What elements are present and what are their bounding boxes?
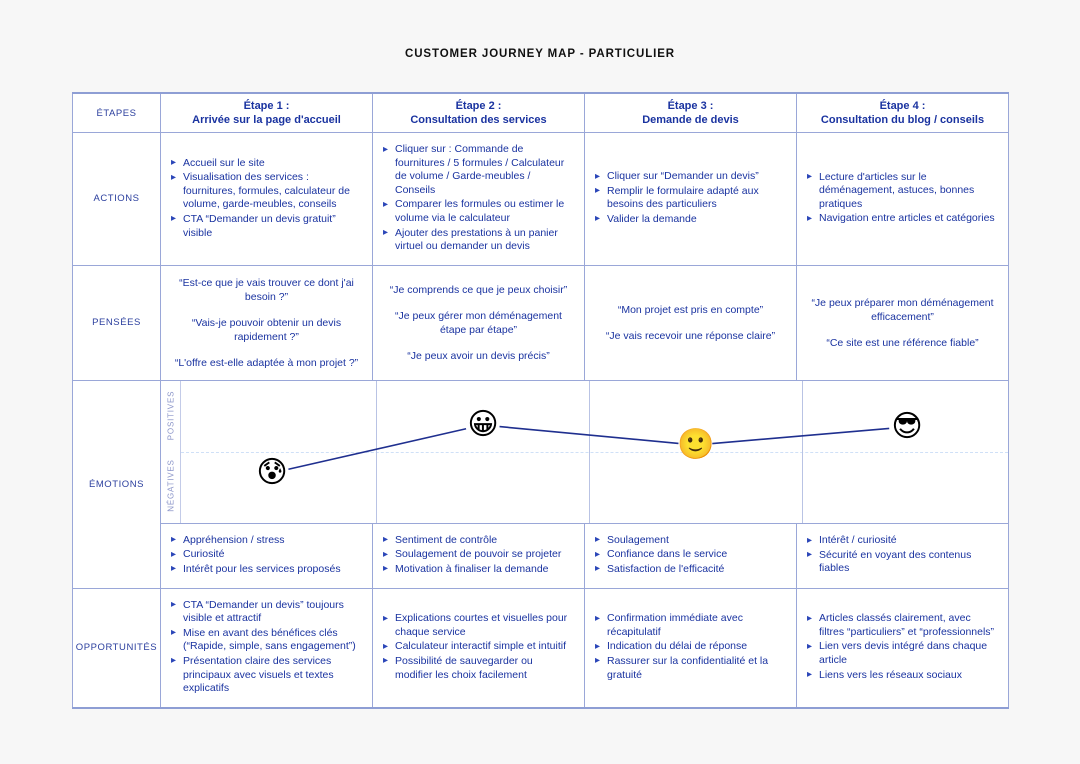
cell-opportunites-step-3: [585, 588, 797, 708]
bullet-list: [373, 524, 584, 588]
list-item: ▸ Calculateur interactif simple et intuitif: [383, 640, 572, 654]
column-header-step-2: [373, 93, 585, 133]
row-label-etapes: ÉTAPES: [73, 93, 161, 133]
bullet-list: [161, 589, 372, 707]
thought-group: [373, 273, 584, 373]
list-item: ▸ Navigation entre articles et catégories: [807, 212, 996, 226]
emotion-curve-line: [161, 381, 1008, 523]
emoji-anxious-face-icon: 😰: [256, 454, 288, 490]
thought-quote: “Ce site est une référence fiable”: [826, 336, 979, 349]
list-item: ▸ Liens vers les réseaux sociaux: [807, 669, 996, 683]
list-item: ▸ Mise en avant des bénéfices clés (“Rapide, simple, sans engagement”): [171, 627, 360, 654]
thought-quote: “Je peux avoir un devis précis”: [407, 349, 550, 362]
column-header-step-3: [585, 93, 797, 133]
thought-quote: “Vais-je pouvoir obtenir un devis rapidement ?”: [191, 316, 342, 343]
thought-quote: “Je vais recevoir une réponse claire”: [605, 329, 776, 342]
bullet-list: [161, 524, 372, 588]
emotion-chart-stage: [161, 381, 1008, 523]
column-header-step-4: [797, 93, 1009, 133]
list-item: ▸ CTA “Demander un devis gratuit” visible: [171, 213, 360, 240]
list-item: ▸ Satisfaction de l'efficacité: [595, 563, 784, 577]
list-item: ▸ Valider la demande: [595, 213, 784, 227]
cell-opportunites-step-1: [161, 588, 373, 708]
table-row-opportunites: [73, 588, 1009, 708]
row-label-pensees: PENSÉES: [73, 265, 161, 380]
thought-quote: “Je comprends ce que je peux choisir”: [389, 283, 568, 296]
bullet-list: [585, 524, 796, 588]
cell-actions-step-2: [373, 133, 585, 266]
step-1-line1: Étape 1 :: [243, 100, 290, 112]
cell-actions-step-3: [585, 133, 797, 266]
emoji-slightly-smiling-face-icon: 🙂: [677, 426, 715, 462]
cell-emotions-step-4: [797, 523, 1009, 588]
list-item: ▸ Soulagement de pouvoir se projeter: [383, 548, 572, 562]
thought-quote: “Mon projet est pris en compte”: [617, 303, 764, 316]
list-item: ▸ Cliquer sur : Commande de fournitures / 5 formules / Calculateur de volume / Garde-meubles / Conseils: [383, 143, 572, 197]
list-item: ▸ Indication du délai de réponse: [595, 640, 784, 654]
step-1-line2: Arrivée sur la page d'accueil: [192, 114, 341, 126]
axis-label-negatives: NÉGATIVES: [166, 459, 176, 512]
step-3-line1: Étape 3 :: [667, 100, 714, 112]
cell-actions-step-4: [797, 133, 1009, 266]
table-header-row: [73, 93, 1009, 133]
table-row-pensees: [73, 265, 1009, 380]
list-item: ▸ Curiosité: [171, 548, 360, 562]
list-item: ▸ Confirmation immédiate avec récapitulatif: [595, 612, 784, 639]
table-row-emotions-keywords: [73, 523, 1009, 588]
list-item: ▸ Soulagement: [595, 534, 784, 548]
step-3-line2: Demande de devis: [642, 114, 739, 126]
bullet-list: [161, 147, 372, 252]
page-title: CUSTOMER JOURNEY MAP - PARTICULIER: [405, 48, 675, 60]
list-item: ▸ Explications courtes et visuelles pour chaque service: [383, 612, 572, 639]
list-item: ▸ Appréhension / stress: [171, 534, 360, 548]
bullet-list: [373, 602, 584, 693]
list-item: ▸ Cliquer sur “Demander un devis”: [595, 170, 784, 184]
list-item: ▸ Articles classés clairement, avec filtres “particuliers” et “professionnels”: [807, 612, 996, 639]
thought-quote: “Je peux gérer mon déménagement étape par étape”: [395, 309, 562, 336]
list-item: ▸ Visualisation des services : fournitures, formules, calculateur de volume, garde-meubles, conseils: [171, 171, 360, 212]
thought-group: [585, 293, 796, 353]
thought-group: [797, 286, 1008, 360]
list-item: ▸ CTA “Demander un devis” toujours visible et attractif: [171, 599, 360, 626]
cell-pensees-step-2: [373, 265, 585, 380]
cell-emotions-step-2: [373, 523, 585, 588]
step-4-line2: Consultation du blog / conseils: [820, 114, 985, 126]
thought-group: [161, 266, 372, 380]
list-item: ▸ Motivation à finaliser la demande: [383, 563, 572, 577]
cell-opportunites-step-2: [373, 588, 585, 708]
list-item: ▸ Accueil sur le site: [171, 157, 360, 171]
list-item: ▸ Comparer les formules ou estimer le volume via le calculateur: [383, 198, 572, 225]
thought-quote: “Je peux préparer mon déménagement efficacement”: [811, 296, 994, 323]
cell-opportunites-step-4: [797, 588, 1009, 708]
list-item: ▸ Confiance dans le service: [595, 548, 784, 562]
row-label-opportunites: OPPORTUNITÉS: [73, 588, 161, 708]
list-item: ▸ Sentiment de contrôle: [383, 534, 572, 548]
thought-quote: “Est-ce que je vais trouver ce dont j'ai besoin ?”: [179, 276, 354, 303]
row-label-actions: ACTIONS: [73, 133, 161, 266]
customer-journey-table: [72, 92, 1009, 709]
list-item: ▸ Intérêt pour les services proposés: [171, 563, 360, 577]
axis-label-positives: POSITIVES: [166, 390, 176, 440]
list-item: ▸ Sécurité en voyant des contenus fiables: [807, 549, 996, 576]
bullet-list: [797, 524, 1008, 587]
cell-emotions-step-1: [161, 523, 373, 588]
list-item: ▸ Ajouter des prestations à un panier virtuel ou demander un devis: [383, 227, 572, 254]
step-4-line1: Étape 4 :: [879, 100, 926, 112]
list-item: ▸ Possibilité de sauvegarder ou modifier les choix facilement: [383, 655, 572, 682]
cell-pensees-step-1: [161, 265, 373, 380]
thought-quote: “L'offre est-elle adaptée à mon projet ?”: [174, 356, 359, 369]
step-2-line2: Consultation des services: [410, 114, 547, 126]
cell-pensees-step-3: [585, 265, 797, 380]
list-item: ▸ Remplir le formulaire adapté aux besoins des particuliers: [595, 185, 784, 212]
bullet-list: [585, 602, 796, 693]
bullet-list: [797, 602, 1008, 693]
list-item: ▸ Rassurer sur la confidentialité et la gratuité: [595, 655, 784, 682]
bullet-list: [373, 133, 584, 265]
list-item: ▸ Présentation claire des services principaux avec visuels et textes explicatifs: [171, 655, 360, 696]
cell-emotions-step-3: [585, 523, 797, 588]
bullet-list: [585, 160, 796, 237]
list-item: ▸ Intérêt / curiosité: [807, 534, 996, 548]
bullet-list: [797, 161, 1008, 237]
emoji-grinning-face-icon: 😀: [467, 406, 499, 442]
column-header-step-1: [161, 93, 373, 133]
cell-pensees-step-4: [797, 265, 1009, 380]
list-item: ▸ Lecture d'articles sur le déménagement, astuces, bonnes pratiques: [807, 171, 996, 212]
emotion-curve-chart: [161, 380, 1009, 523]
cell-actions-step-1: [161, 133, 373, 266]
table-row-actions: [73, 133, 1009, 266]
emoji-sunglasses-face-icon: 😎: [891, 408, 923, 444]
row-label-emotions: ÉMOTIONS: [73, 380, 161, 588]
step-2-line1: Étape 2 :: [455, 100, 502, 112]
list-item: ▸ Lien vers devis intégré dans chaque article: [807, 640, 996, 667]
table-row-emotions-chart: [73, 380, 1009, 523]
